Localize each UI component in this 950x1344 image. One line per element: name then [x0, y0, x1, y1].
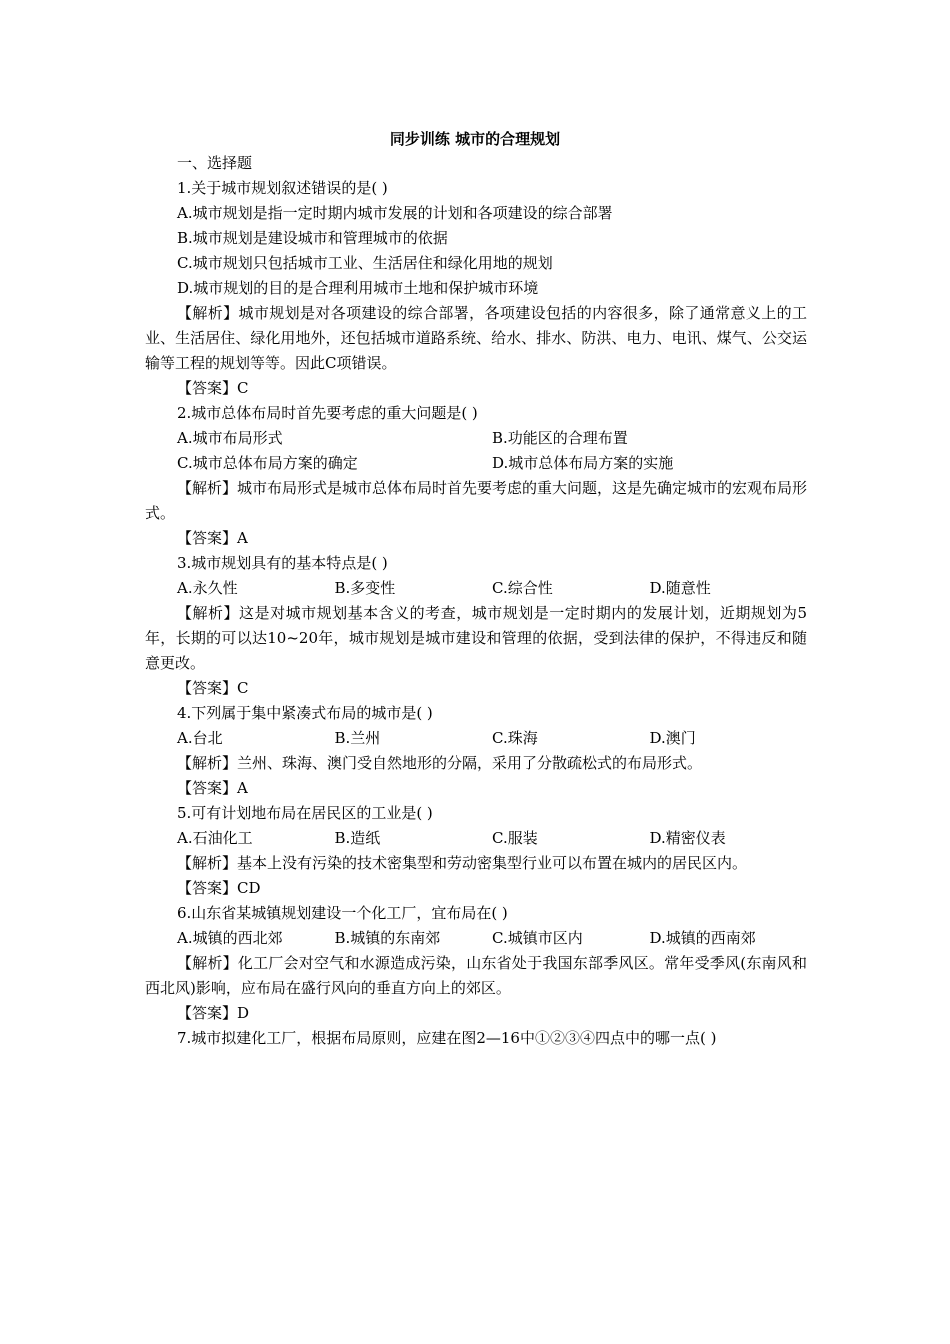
question-2-options-row-2	[145, 451, 807, 476]
document-body	[145, 151, 807, 1051]
question-3-option-d: D.随意性	[649, 579, 711, 597]
section-heading: 一、选择题	[177, 154, 253, 172]
question-2-stem: 2.城市总体布局时首先要考虑的重大问题是( )	[177, 404, 478, 422]
question-3-option-a: A.永久性	[177, 579, 238, 597]
question-5-analysis: 【解析】基本上没有污染的技术密集型和劳动密集型行业可以布置在城内的居民区内。	[177, 854, 748, 872]
question-7-stem: 7.城市拟建化工厂，根据布局原则，应建在图2—16中①②③④四点中的哪一点( )	[177, 1029, 717, 1047]
question-4-analysis: 【解析】兰州、珠海、澳门受自然地形的分隔，采用了分散疏松式的布局形式。	[177, 754, 703, 772]
question-6-options	[145, 926, 807, 951]
question-4-stem: 4.下列属于集中紧凑式布局的城市是( )	[177, 704, 433, 722]
question-4-options	[145, 726, 807, 751]
question-3-analysis: 【解析】这是对城市规划基本含义的考查，城市规划是一定时期内的发展计划，近期规划为5年，长期的可以达10~20年，城市规划是城市建设和管理的依据，受到法律的保护，不得违反和随意更改。	[145, 604, 807, 672]
question-4-option-b: B.兰州	[334, 729, 381, 747]
question-6-option-b: B.城镇的东南郊	[334, 929, 441, 947]
question-3-options	[145, 576, 807, 601]
question-1-answer: 【答案】C	[177, 379, 249, 397]
question-6-option-a: A.城镇的西北郊	[177, 929, 283, 947]
question-5-option-c: C.服装	[492, 829, 538, 847]
question-6-analysis: 【解析】化工厂会对空气和水源造成污染，山东省处于我国东部季风区。常年受季风(东南风和西北风)影响，应布局在盛行风向的垂直方向上的郊区。	[145, 954, 807, 997]
question-1-analysis: 【解析】城市规划是对各项建设的综合部署，各项建设包括的内容很多，除了通常意义上的工业、生活居住、绿化用地外，还包括城市道路系统、给水、排水、防洪、电力、电讯、煤气、公交运输等工程的规划等等。因此C项错误。	[145, 304, 807, 372]
question-1-stem: 1.关于城市规划叙述错误的是( )	[177, 179, 388, 197]
question-6-option-d: D.城镇的西南郊	[649, 929, 756, 947]
question-1-option-c: C.城市规划只包括城市工业、生活居住和绿化用地的规划	[177, 254, 553, 272]
question-3-stem: 3.城市规划具有的基本特点是( )	[177, 554, 388, 572]
question-6-answer: 【答案】D	[177, 1004, 250, 1022]
question-2-option-b: B.功能区的合理布置	[492, 429, 628, 447]
question-1-option-b: B.城市规划是建设城市和管理城市的依据	[177, 229, 448, 247]
question-3-option-c: C.综合性	[492, 579, 553, 597]
question-1-option-a: A.城市规划是指一定时期内城市发展的计划和各项建设的综合部署	[177, 204, 613, 222]
question-2-options-row-1	[145, 426, 807, 451]
question-4-option-c: C.珠海	[492, 729, 538, 747]
question-2-option-c: C.城市总体布局方案的确定	[177, 454, 358, 472]
question-4-option-a: A.台北	[177, 729, 223, 747]
question-5-option-d: D.精密仪表	[649, 829, 726, 847]
question-3-answer: 【答案】C	[177, 679, 249, 697]
question-2-analysis: 【解析】城市布局形式是城市总体布局时首先要考虑的重大问题，这是先确定城市的宏观布局形式。	[145, 479, 808, 522]
question-5-options	[145, 826, 807, 851]
question-5-option-a: A.石油化工	[177, 829, 253, 847]
question-3-option-b: B.多变性	[334, 579, 396, 597]
question-2-option-d: D.城市总体布局方案的实施	[492, 454, 674, 472]
document-title: 同步训练 城市的合理规划	[389, 130, 561, 148]
question-4-answer: 【答案】A	[177, 779, 248, 797]
question-6-option-c: C.城镇市区内	[492, 929, 583, 947]
question-5-answer: 【答案】CD	[177, 879, 261, 897]
question-5-option-b: B.造纸	[334, 829, 381, 847]
question-5-stem: 5.可有计划地布局在居民区的工业是( )	[177, 804, 433, 822]
question-2-answer: 【答案】A	[177, 529, 248, 547]
question-1-option-d: D.城市规划的目的是合理利用城市土地和保护城市环境	[177, 279, 539, 297]
question-2-option-a: A.城市布局形式	[177, 429, 283, 447]
question-4-option-d: D.澳门	[649, 729, 696, 747]
question-6-stem: 6.山东省某城镇规划建设一个化工厂，宜布局在( )	[177, 904, 508, 922]
